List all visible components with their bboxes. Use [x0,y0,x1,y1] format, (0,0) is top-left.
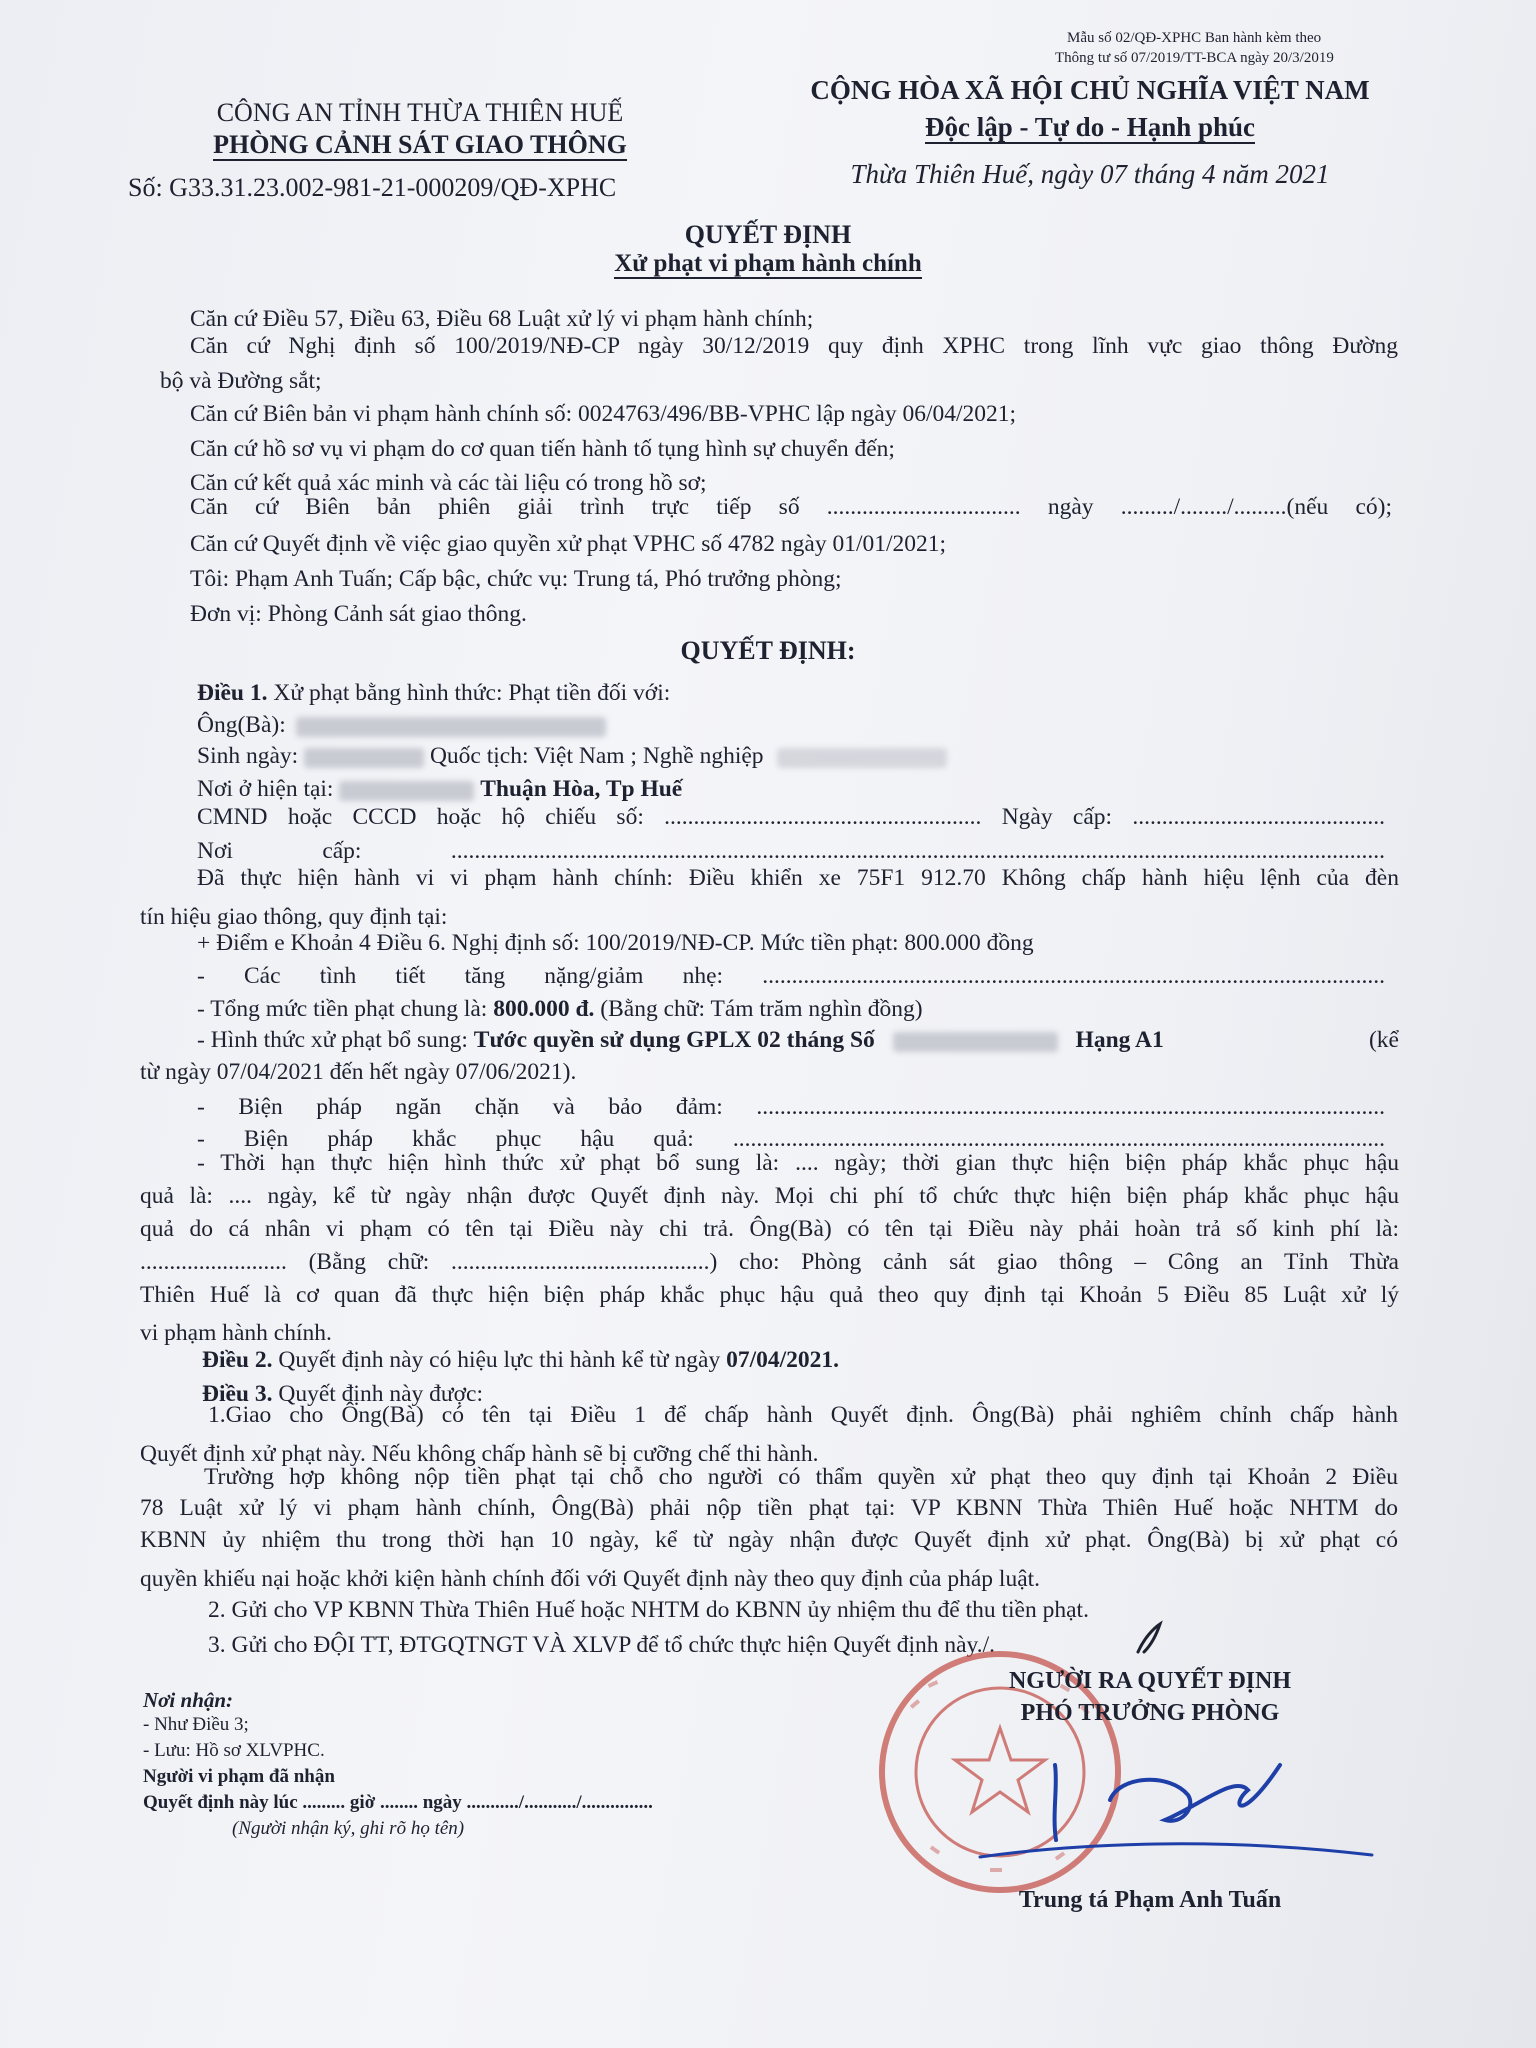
basis-line: bộ và Đường sắt; [160,368,322,394]
article3-line: Quyết định xử phạt này. Nếu không chấp hành sẽ bị cưỡng chế thi hành. [140,1441,819,1467]
article3-text: Quyết định này được: [278,1381,484,1407]
residence-value: Thuận Hòa, Tp Huế [480,776,683,802]
document-title: QUYẾT ĐỊNH [684,220,852,249]
violation-line: Đã thực hiện hành vi vi phạm hành chính: Điều khiển xe 75F1 912.70 Không chấp hành hiệu lệnh của đèn [197,865,1399,891]
recipient-item: - Lưu: Hồ sơ XLVPHC. [143,1740,325,1761]
article3-line: 3. Gửi cho ĐỘI TT, ĐTGQTNGT VÀ XLVP để tổ chức thực hiện Quyết định này./. [208,1632,996,1658]
agency-name [160,130,680,160]
violation-line: tín hiệu giao thông, quy định tại: [140,904,448,930]
article3-label: Điều 3. [202,1381,273,1407]
article3-line: quyền khiếu nại hoặc khởi kiện hành chính đối với Quyết định này theo quy định của pháp luật. [140,1566,1041,1592]
redacted-address [339,781,474,801]
signer-name: Trung tá Phạm Anh Tuấn [1018,1887,1282,1913]
additional-penalty-period: từ ngày 07/04/2021 đến hết ngày 07/06/2021). [140,1059,577,1085]
prevent-line: - Biện pháp ngăn chặn và bảo đảm: ........................................................................................................... [197,1094,1385,1120]
form-note-line2: Thông tư số 07/2019/TT-BCA ngày 20/3/2019 [1055,50,1334,66]
received-line: Người vi phạm đã nhận [143,1766,335,1787]
nation-motto [770,112,1410,143]
license-class: Hạng A1 [1075,1027,1164,1053]
aggravating-line: - Các tình tiết tăng nặng/giảm nhẹ: .......................................................................................................... [197,963,1385,989]
birth-label: Sinh ngày: [197,743,299,769]
deadline-line: Thiên Huế là cơ quan đã thực hiện biện pháp khắc phục hậu quả theo quy định tại Khoản 5 Điều 85 Luật xử lý [140,1282,1399,1308]
deadline-line: - Thời hạn thực hiện hình thức xử phạt bổ sung là: .... ngày; thời gian thực hiện biện pháp khắc phục hậu [197,1150,1399,1176]
deadline-line: ......................... (Bằng chữ: ............................................) cho: Phòng cảnh sát giao thông – Công an Tỉnh Thừa [140,1249,1399,1275]
offender-name-row [197,712,606,739]
basis-line: Căn cứ Biên bản vi phạm hành chính số: 0024763/496/BB-VPHC lập ngày 06/04/2021; [190,401,1017,427]
additional-penalty-row [197,1027,1399,1054]
received-line: Quyết định này lúc ......... giờ ........ ngày .........../.........../............... [143,1792,653,1813]
issue-place-row: Nơi cấp: ............................................................................................................................................................... [197,838,1385,864]
basis-line: Căn cứ Điều 57, Điều 63, Điều 68 Luật xử lý vi phạm hành chính; [190,306,814,332]
signature-mark [960,1745,1380,1865]
article2-label: Điều 2. [202,1347,273,1373]
extra-penalty: Tước quyền sử dụng GPLX 02 tháng Số [473,1027,875,1053]
recipients-heading: Nơi nhận: [143,1688,234,1712]
received-note: (Người nhận ký, ghi rõ họ tên) [232,1818,465,1839]
nation-name: CỘNG HÒA XÃ HỘI CHỦ NGHĨA VIỆT NAM [810,75,1370,105]
recipient-item: - Như Điều 3; [143,1714,249,1735]
article1-intro [197,680,670,707]
initial-mark [1130,1618,1170,1658]
article1-label: Điều 1. [197,680,268,706]
signer-role-2: PHÓ TRƯỞNG PHÒNG [1020,1700,1280,1726]
article1-text: Xử phạt bằng hình thức: Phạt tiền đối với: [273,680,671,706]
offender-birth-row [197,743,947,770]
basis-line: Đơn vị: Phòng Cảnh sát giao thông. [190,601,527,627]
basis-line: Căn cứ hồ sơ vụ vi phạm do cơ quan tiến hành tố tụng hình sự chuyển đến; [190,436,895,462]
article2-text: Quyết định này có hiệu lực thi hành kể từ ngày [278,1347,721,1373]
deadline-line: vi phạm hành chính. [140,1320,332,1346]
extra-tail: (kể [1368,1027,1399,1053]
nation-motto-text: Độc lập - Tự do - Hạnh phúc [924,112,1256,142]
decision-number: Số: G33.31.23.002-981-21-000209/QĐ-XPHC [128,173,617,202]
basis-line: Căn cứ Nghị định số 100/2019/NĐ-CP ngày 30/12/2019 quy định XPHC trong lĩnh vực giao thông Đường [190,333,1398,359]
redacted-birthdate [304,748,424,768]
agency-parent: CÔNG AN TỈNH THỪA THIÊN HUẾ [216,98,624,127]
article3-line: 2. Gửi cho VP KBNN Thừa Thiên Huế hoặc NHTM do KBNN ủy nhiệm thu để thu tiền phạt. [208,1597,1089,1623]
form-note-line1: Mẫu số 02/QĐ-XPHC Ban hành kèm theo [1067,30,1322,46]
deadline-line: quả là: .... ngày, kể từ ngày nhận được Quyết định này. Mọi chi phí tổ chức thực hiện biện pháp khắc phục hậu [140,1183,1399,1209]
agency-name-text: PHÒNG CẢNH SÁT GIAO THÔNG [213,130,627,159]
rule-line: + Điểm e Khoản 4 Điều 6. Nghị định số: 100/2019/NĐ-CP. Mức tiền phạt: 800.000 đồng [197,930,1034,956]
effective-date: 07/04/2021. [726,1347,840,1373]
document-subtitle [0,250,1536,278]
total-amount: 800.000 đ. [493,996,595,1022]
basis-line: Tôi: Phạm Anh Tuấn; Cấp bậc, chức vụ: Trung tá, Phó trưởng phòng; [190,566,842,592]
total-words: (Bằng chữ: Tám trăm nghìn đồng) [600,996,923,1022]
article3-line: 1.Giao cho Ông(Bà) có tên tại Điều 1 để chấp hành Quyết định. Ông(Bà) phải nghiêm chỉnh chấp hành [208,1402,1398,1428]
redacted-name [296,717,606,737]
offender-name-label: Ông(Bà): [197,712,286,738]
place-date: Thừa Thiên Huế, ngày 07 tháng 4 năm 2021 [850,159,1330,189]
article2 [202,1347,839,1374]
redacted-license-number [893,1032,1058,1052]
redacted-occupation [777,748,947,768]
residence-label: Nơi ở hiện tại: [197,776,334,802]
article3-line: 78 Luật xử lý vi phạm hành chính, Ông(Bà) phải nộp tiền phạt tại: VP KBNN Thừa Thiên Huế hoặc NHTM do [140,1495,1398,1521]
deadline-line: quả do cá nhân vi phạm có tên tại Điều này chi trả. Ông(Bà) có tên tại Điều này phải hoàn trả số kinh phí là: [140,1216,1399,1242]
basis-line: Căn cứ kết quả xác minh và các tài liệu có trong hồ sơ; [190,470,707,496]
basis-line: Căn cứ Biên bản phiên giải trình trực tiếp số ................................. ngày ........./......../.........(nếu có); [190,494,1392,520]
document-subtitle-text: Xử phạt vi phạm hành chính [614,250,922,277]
article3-line: Trường hợp không nộp tiền phạt tại chỗ cho người có thẩm quyền xử phạt theo quy định tại Khoản 2 Điều [204,1464,1398,1490]
nationality-occupation: Quốc tịch: Việt Nam ; Nghề nghiệp [429,743,764,769]
remedy-line: - Biện pháp khắc phục hậu quả: ............................................................................................................... [197,1126,1385,1152]
residence-row [197,776,682,803]
basis-line: Căn cứ Quyết định về việc giao quyền xử phạt VPHC số 4782 ngày 01/01/2021; [190,531,947,557]
extra-prefix: - Hình thức xử phạt bổ sung: [197,1027,468,1053]
total-prefix: - Tổng mức tiền phạt chung là: [197,996,488,1022]
signer-role-1: NGƯỜI RA QUYẾT ĐỊNH [1008,1668,1292,1694]
total-fine-row [197,996,923,1023]
id-row: CMND hoặc CCCD hoặc hộ chiếu số: ...................................................... Ngày cấp: ........................................... [197,804,1385,830]
decision-heading: QUYẾT ĐỊNH: [680,636,856,665]
article3-line: KBNN ủy nhiệm thu trong thời hạn 10 ngày, kể từ ngày nhận được Quyết định xử phạt. Ông(Bà) bị xử phạt có [140,1527,1398,1553]
